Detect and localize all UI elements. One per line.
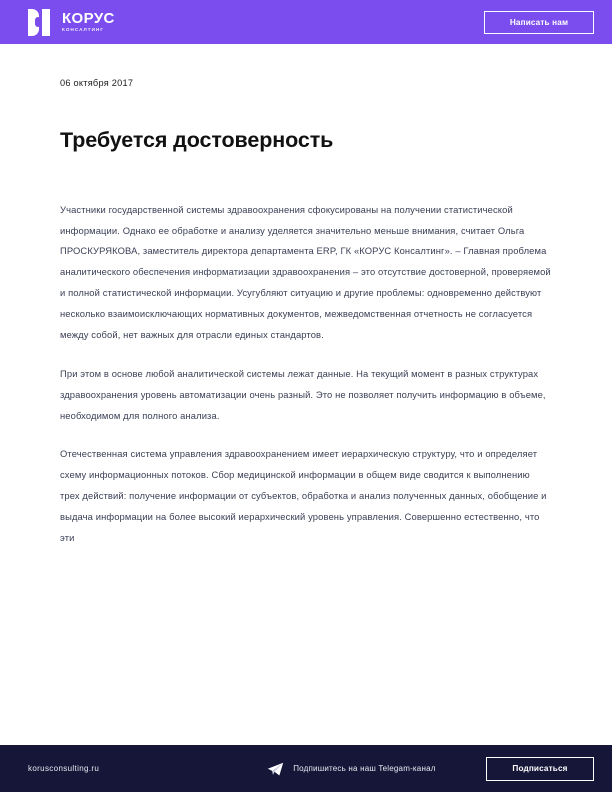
write-to-us-button[interactable]: Написать нам [484, 11, 594, 34]
footer-site-link[interactable]: korusconsulting.ru [28, 764, 100, 773]
subscribe-button[interactable]: Подписаться [486, 757, 594, 781]
korus-logo-icon [28, 9, 55, 36]
telegram-channel-link[interactable] [267, 762, 435, 776]
logo-text [62, 11, 115, 33]
page-title: Требуется достоверность [60, 128, 334, 152]
logo-subtitle: КОНСАЛТИНГ [62, 27, 105, 33]
site-logo[interactable] [28, 9, 115, 36]
article-content [0, 44, 612, 745]
article-paragraph: Участники государственной системы здравоохранения сфокусированы на получении статистической информации. Однако ее обработке и анализу уделяется значительно меньше внимания, считает Ольга ПРОСКУРЯКОВА, заместитель директора департамента ERP, ГК «КОРУС Консалтинг». – Главная проблема аналитического обеспечения информатизации здравоохранения – это отсутствие достоверной, проверяемой и полной статистической информации. Усугубляют ситуацию и другие проблемы: одновременно действуют несколько взаимоисключающих нормативных документов, межведомственная отчетность не согласуется между собой, нет важных для отрасли единых стандартов. [60, 203, 551, 340]
article-body [60, 200, 552, 549]
article-date: 06 октября 2017 [60, 78, 134, 88]
telegram-paper-plane-icon [267, 762, 284, 776]
telegram-label: Подпишитесь на наш Telegam-канал [293, 764, 436, 773]
logo-title: КОРУС [62, 10, 115, 28]
article-paragraph: При этом в основе любой аналитической системы лежат данные. На текущий момент в разных структурах здравоохранения уровень автоматизации очень разный. Это не позволяет получить информацию в объеме, необходимом для полного анализа. [60, 367, 546, 421]
site-header [0, 0, 612, 44]
article-paragraph: Отечественная система управления здравоохранением имеет иерархическую структуру, что и определяет схему информационных потоков. Сбор медицинской информации в общем виде сводится к выполнению трех действий: получение информации от субъектов, обработка и анализ полученных данных, обобщение и выдача информации на более высокий иерархический уровень управления. Совершенно естественно, что эти [60, 448, 547, 543]
site-footer [0, 745, 612, 792]
